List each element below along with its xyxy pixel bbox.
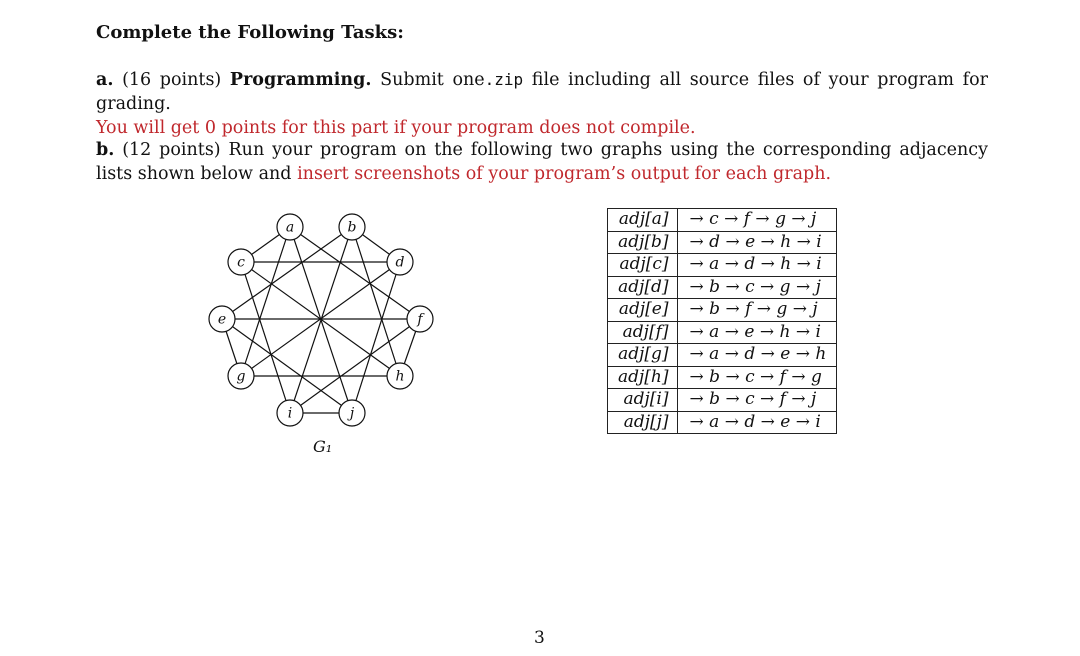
adjacency-list: → a → d → e → h bbox=[677, 344, 837, 367]
adjacency-list: → b → f → g → j bbox=[677, 299, 837, 322]
part-b-paragraph bbox=[96, 138, 988, 186]
adjacency-list: → a → e → h → i bbox=[677, 321, 837, 344]
adjacency-list: → b → c → g → j bbox=[677, 276, 837, 299]
graph-node bbox=[387, 249, 413, 275]
adjacency-row bbox=[608, 389, 837, 412]
adjacency-row bbox=[608, 276, 837, 299]
graph-node-label: c bbox=[237, 254, 245, 271]
graph-node bbox=[387, 363, 413, 389]
graph-node bbox=[339, 214, 365, 240]
graph-node-label: f bbox=[417, 311, 423, 328]
adjacency-row bbox=[608, 366, 837, 389]
graph-node-label: g bbox=[236, 368, 246, 385]
adjacency-key: adj[f] bbox=[608, 321, 678, 344]
adjacency-row bbox=[608, 344, 837, 367]
adjacency-row bbox=[608, 411, 837, 434]
part-a-text1: Submit one bbox=[380, 70, 485, 90]
page-number: 3 bbox=[534, 628, 545, 648]
part-b-points: (12 points) bbox=[122, 140, 221, 160]
graph-node bbox=[228, 363, 254, 389]
part-a-code: .zip bbox=[484, 70, 524, 89]
adjacency-list: → a → d → e → i bbox=[677, 411, 837, 434]
graph-edge bbox=[352, 227, 400, 376]
part-b-highlight: insert screenshots of your program’s output for each graph. bbox=[297, 164, 832, 184]
part-a-title: Programming. bbox=[229, 70, 372, 90]
graph-node-label: e bbox=[217, 311, 227, 328]
adjacency-key: adj[g] bbox=[608, 344, 678, 367]
part-b-text1: Run your program on the following two graphs using the corresponding adjacency lists shown below and bbox=[96, 140, 988, 184]
graph-node-label: d bbox=[395, 254, 405, 271]
adjacency-row bbox=[608, 209, 837, 232]
adjacency-key: adj[c] bbox=[608, 254, 678, 277]
adjacency-key: adj[e] bbox=[608, 299, 678, 322]
part-a-points: (16 points) bbox=[122, 70, 222, 90]
adjacency-list: → a → d → h → i bbox=[677, 254, 837, 277]
part-a-warning: You will get 0 points for this part if your program does not compile. bbox=[96, 118, 696, 138]
adjacency-list: → c → f → g → j bbox=[677, 209, 837, 232]
adjacency-key: adj[a] bbox=[608, 209, 678, 232]
part-a-text2: file including all source files of your program for grading. bbox=[96, 70, 988, 114]
graph-node-label: b bbox=[347, 219, 357, 236]
graph-node bbox=[407, 306, 433, 332]
adjacency-list: → d → e → h → i bbox=[677, 231, 837, 254]
adjacency-row bbox=[608, 254, 837, 277]
adjacency-key: adj[i] bbox=[608, 389, 678, 412]
adjacency-table bbox=[607, 208, 837, 434]
graph-node-label: h bbox=[395, 368, 405, 385]
page-heading: Complete the Following Tasks: bbox=[96, 22, 404, 43]
adjacency-row bbox=[608, 231, 837, 254]
adjacency-row bbox=[608, 299, 837, 322]
adjacency-list: → b → c → f → j bbox=[677, 389, 837, 412]
graph-node bbox=[228, 249, 254, 275]
graph-node bbox=[209, 306, 235, 332]
graph-node bbox=[339, 400, 365, 426]
part-a-label: a. bbox=[96, 70, 114, 90]
graph-node-label: j bbox=[349, 405, 355, 422]
adjacency-list: → b → c → f → g bbox=[677, 366, 837, 389]
adjacency-key: adj[j] bbox=[608, 411, 678, 434]
adjacency-key: adj[d] bbox=[608, 276, 678, 299]
adjacency-key: adj[b] bbox=[608, 231, 678, 254]
part-b-label: b. bbox=[96, 140, 115, 160]
adjacency-key: adj[h] bbox=[608, 366, 678, 389]
graph-node-label: a bbox=[285, 219, 295, 236]
graph-node bbox=[277, 400, 303, 426]
graph-caption: G₁ bbox=[313, 437, 333, 456]
graph-edge bbox=[241, 227, 290, 376]
graph-node bbox=[277, 214, 303, 240]
part-a-paragraph bbox=[96, 68, 988, 140]
graph-g1 bbox=[205, 205, 445, 465]
adjacency-row bbox=[608, 321, 837, 344]
graph-edge bbox=[352, 262, 400, 413]
graph-node-label: i bbox=[287, 405, 293, 422]
